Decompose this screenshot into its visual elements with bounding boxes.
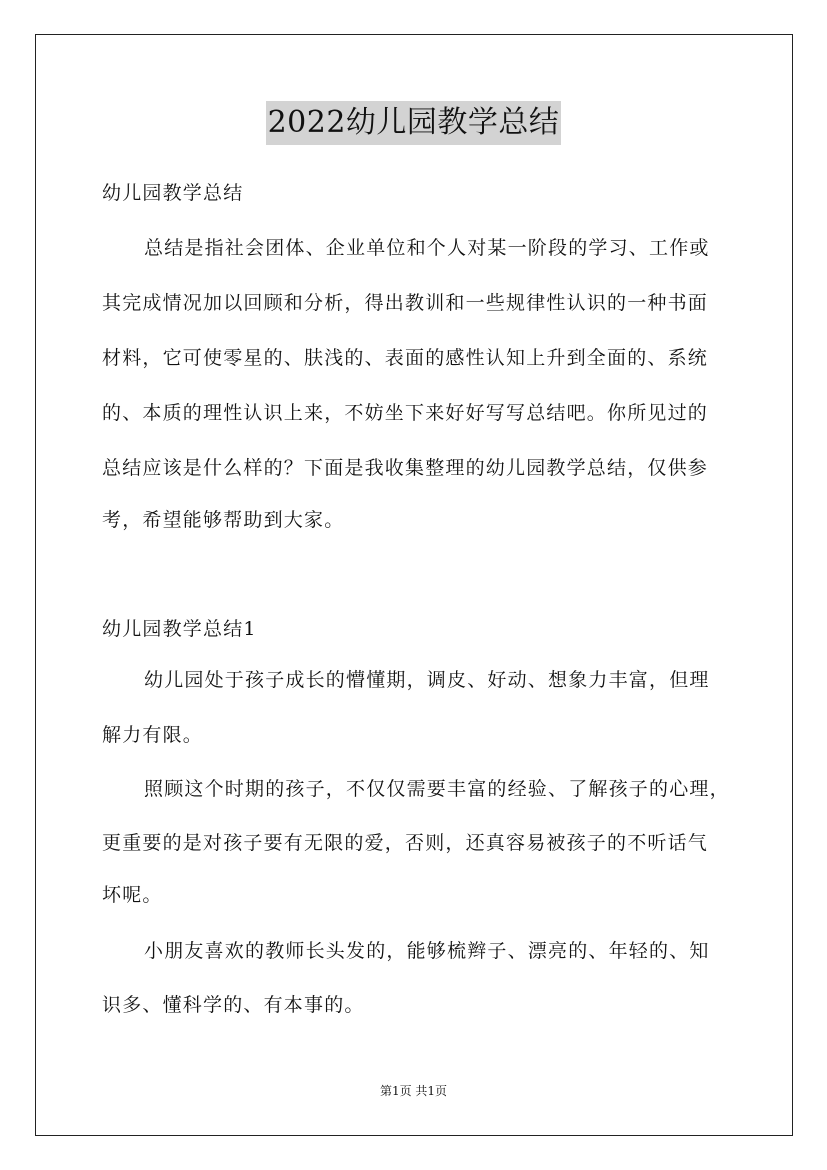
title-text: 2022幼儿园教学总结 [266, 101, 562, 145]
section-heading: 幼儿园教学总结 [102, 182, 244, 204]
paragraph-line: 考，希望能够帮助到大家。 [102, 509, 345, 531]
paragraph-line: 材料，它可使零星的、肤浅的、表面的感性认知上升到全面的、系统 [102, 347, 709, 369]
paragraph-line: 解力有限。 [102, 724, 204, 746]
paragraph-line: 识多、懂科学的、有本事的。 [102, 994, 365, 1016]
section-heading: 幼儿园教学总结1 [102, 618, 257, 640]
page-number-footer: 第1页 共1页 [379, 1084, 448, 1098]
paragraph-line: 幼儿园处于孩子成长的懵懂期，调皮、好动、想象力丰富，但理 [144, 669, 710, 691]
paragraph-line: 总结应该是什么样的？下面是我收集整理的幼儿园教学总结，仅供参 [102, 457, 709, 479]
paragraph-line: 小朋友喜欢的教师长头发的，能够梳辫子、漂亮的、年轻的、知 [144, 940, 710, 962]
paragraph-line: 总结是指社会团体、企业单位和个人对某一阶段的学习、工作或 [144, 237, 710, 259]
paragraph-line: 其完成情况加以回顾和分析，得出教训和一些规律性认识的一种书面 [102, 292, 709, 314]
paragraph-line: 坏呢。 [102, 884, 163, 906]
paragraph-line: 的、本质的理性认识上来，不妨坐下来好好写写总结吧。你所见过的 [102, 402, 709, 424]
document-title [0, 101, 827, 149]
paragraph-line: 照顾这个时期的孩子，不仅仅需要丰富的经验、了解孩子的心理， [144, 778, 730, 800]
paragraph-line: 更重要的是对孩子要有无限的爱，否则，还真容易被孩子的不听话气 [102, 832, 709, 854]
